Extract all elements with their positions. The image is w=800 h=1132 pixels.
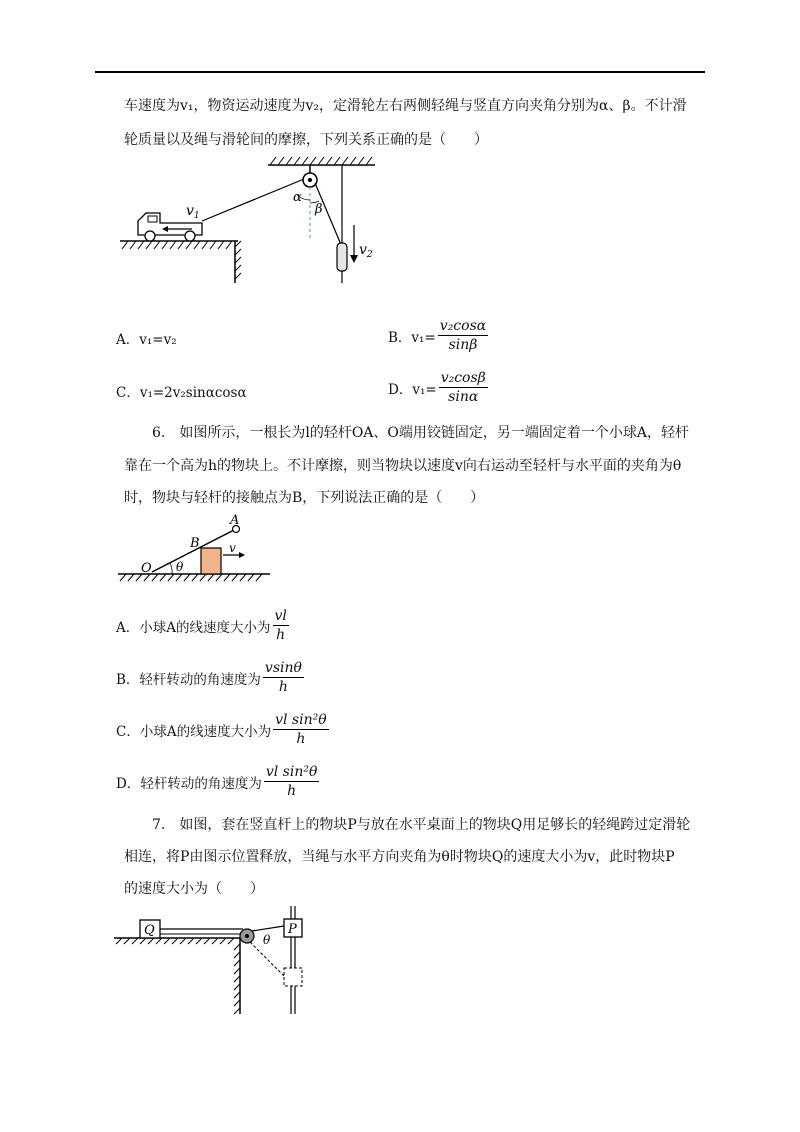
- point-o-label: O: [141, 561, 152, 576]
- q7-figure: [110, 902, 320, 1017]
- q5-option-b[interactable]: [388, 318, 488, 353]
- q5-option-d-denominator: sinα: [448, 389, 479, 405]
- q5-option-d-numerator: v₂cosβ: [440, 370, 486, 386]
- q5-option-b-denominator: sinβ: [448, 337, 478, 353]
- q6-option-d[interactable]: [116, 764, 319, 799]
- q6-text-line-3: 时，物块与轻杆的接触点为B，下列说法正确的是（ ）: [124, 490, 485, 506]
- q7-text-line-1: 7. 如图，套在竖直杆上的物块P与放在水平桌面上的物块Q用足够长的轻绳跨过定滑轮: [152, 817, 691, 833]
- theta-label: θ: [176, 560, 184, 574]
- q6-option-c-numerator: vl sin²θ: [275, 712, 327, 728]
- q6-option-b-numerator: vsinθ: [264, 660, 302, 676]
- q5-figure: [110, 155, 380, 290]
- q6-option-c-prefix: C．小球A的线速度大小为: [116, 723, 272, 740]
- q5-option-a[interactable]: A．v₁=v₂: [116, 332, 177, 348]
- q5-option-d[interactable]: [388, 370, 488, 405]
- q6-option-d-prefix: D．轻杆转动的角速度为: [116, 775, 262, 792]
- q5-option-d-prefix: D．v₁=: [388, 381, 437, 398]
- beta-label: β: [315, 202, 323, 217]
- q7-text-line-2: 相连，将P由图示位置释放，当绳与水平方向夹角为θ时物块Q的速度大小为v，此时物块P: [124, 849, 675, 865]
- q6-option-d-denominator: h: [287, 783, 297, 799]
- q6-text-line-2: 靠在一个高为h的物块上。不计摩擦，则当物块以速度v向右运动至轻杆与水平面的夹角为θ: [124, 458, 682, 474]
- alpha-label: α: [293, 190, 302, 205]
- theta-label-q7: θ: [263, 933, 271, 947]
- q6-option-a-denominator: h: [276, 627, 286, 643]
- block-q-label: Q: [144, 923, 155, 938]
- q6-option-b-prefix: B．轻杆转动的角速度为: [116, 671, 261, 688]
- point-a-label: A: [230, 513, 240, 528]
- q5-text-line-1: 车速度为v₁，物资运动速度为v₂，定滑轮左右两侧轻绳与竖直方向夹角分别为α、β。不计滑: [124, 98, 687, 114]
- header-rule: [95, 71, 705, 73]
- q6-figure: [110, 510, 280, 585]
- q6-text-line-1: 6. 如图所示，一根长为l的轻杆OA、O端用铰链固定，另一端固定着一个小球A，轻杆: [152, 425, 690, 441]
- q6-option-b[interactable]: [116, 660, 304, 695]
- q6-option-b-denominator: h: [278, 679, 288, 695]
- point-b-label: B: [190, 536, 200, 551]
- velocity-label: v: [229, 541, 236, 555]
- q6-option-c[interactable]: [116, 712, 329, 747]
- q5-option-c[interactable]: C．v₁=2v₂sinαcosα: [116, 385, 247, 401]
- v1-label: $v_1$: [186, 203, 200, 221]
- q5-option-b-numerator: v₂cosα: [439, 318, 487, 334]
- block-p-label: P: [288, 922, 297, 937]
- q6-option-c-denominator: h: [296, 731, 306, 747]
- q6-option-a-prefix: A．小球A的线速度大小为: [116, 619, 271, 636]
- q5-option-b-prefix: B．v₁=: [388, 329, 436, 346]
- q6-option-a[interactable]: [116, 608, 289, 643]
- q6-option-d-numerator: vl sin²θ: [265, 764, 318, 780]
- q5-text-line-2: 轮质量以及绳与滑轮间的摩擦，下列关系正确的是（ ）: [124, 132, 488, 148]
- v2-label: $v_2$: [359, 242, 373, 260]
- q7-text-line-3: 的速度大小为（ ）: [124, 881, 264, 897]
- q6-option-a-numerator: vl: [274, 608, 287, 624]
